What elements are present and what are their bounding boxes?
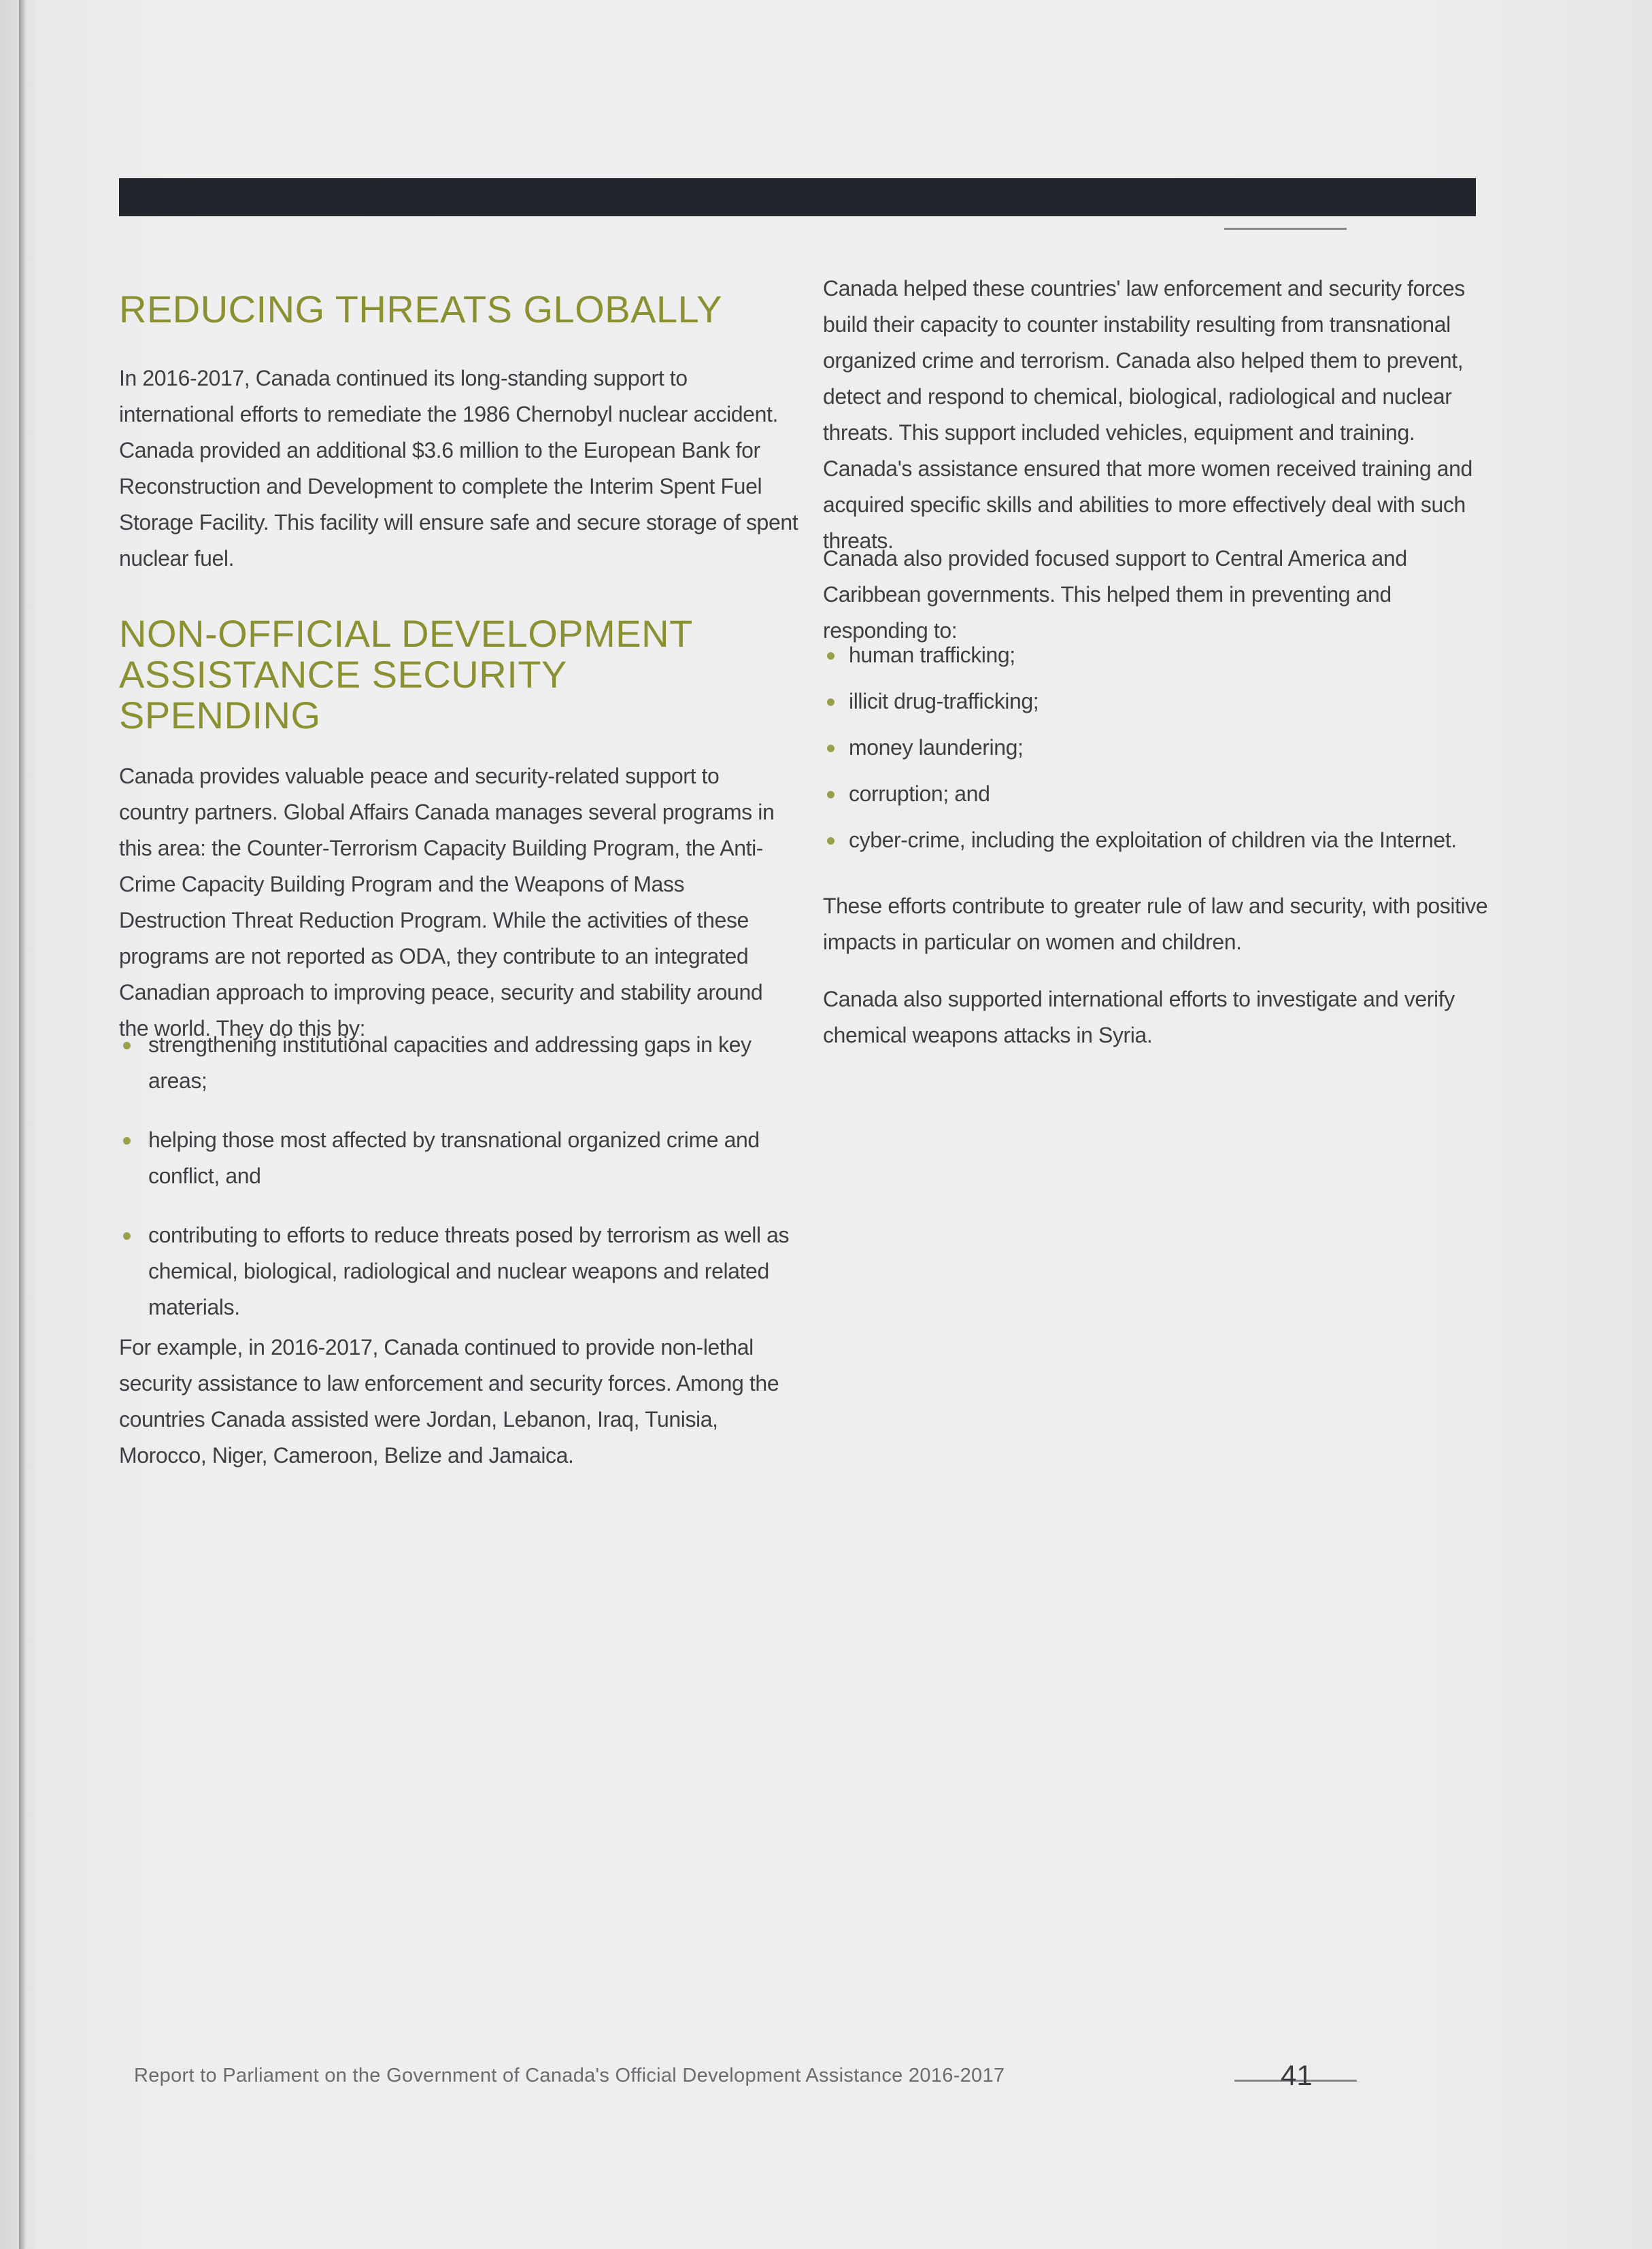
paragraph-central-america: Canada also provided focused support to Central America and Caribbean governments. This helped them in preventing and responding to:	[823, 546, 1407, 643]
bullet-dot-icon	[827, 837, 835, 845]
heading-line: NON-OFFICIAL DEVELOPMENT	[119, 612, 693, 655]
list-item	[119, 1122, 792, 1194]
bullet-dot-icon	[827, 698, 835, 706]
paragraph-syria: Canada also supported international efforts to investigate and verify chemical weapons attacks in Syria.	[823, 987, 1455, 1047]
header-bar	[119, 178, 1476, 216]
list-item-text: illicit drug-trafficking;	[849, 689, 1039, 713]
page-binding-edge	[19, 0, 26, 2249]
list-item	[119, 1217, 792, 1325]
list-item	[823, 683, 1496, 720]
heading-line: SPENDING	[119, 694, 321, 737]
paragraph-security-programs: Canada provides valuable peace and security-related support to country partners. Global Affairs Canada manages several programs in this area: the Counter-Terrorism Capacity Building Program, the Anti-Crime Capacity Building Program and the Weapons of Mass Destruction Threat Reduction Program. While the activities of these programs are not reported as ODA, they contribute to an integrated Canadian approach to improving peace, security and stability around the world. They do this by:	[119, 764, 775, 1041]
list-item-text: corruption; and	[849, 781, 990, 806]
list-item	[823, 776, 1496, 812]
bullet-dot-icon	[827, 791, 835, 798]
list-item-text: contributing to efforts to reduce threats posed by terrorism as well as chemical, biological, radiological and nuclear weapons and related materials.	[148, 1223, 790, 1319]
heading-non-oda-security	[119, 613, 799, 736]
bullet-dot-icon	[827, 652, 835, 660]
bullet-dot-icon	[123, 1137, 131, 1145]
top-rule	[1224, 228, 1347, 230]
list-item-text: strengthening institutional capacities and addressing gaps in key areas;	[148, 1032, 752, 1093]
list-item-text: human trafficking;	[849, 643, 1015, 667]
paragraph-rule-of-law: These efforts contribute to greater rule of law and security, with positive impacts in particular on women and children.	[823, 894, 1488, 954]
list-item	[823, 730, 1496, 766]
list-item	[823, 822, 1496, 858]
bullet-list-right	[823, 637, 1496, 868]
bullet-dot-icon	[827, 745, 835, 752]
paragraph-chernobyl: In 2016-2017, Canada continued its long-standing support to international efforts to remediate the 1986 Chernobyl nuclear accident. Canada provided an additional $3.6 million to the European Bank for Reconstruction and Development to complete the Interim Spent Fuel Storage Facility. This facility will ensure safe and secure storage of spent nuclear fuel.	[119, 366, 798, 571]
bullet-list-left	[119, 1027, 792, 1349]
list-item-text: cyber-crime, including the exploitation of children via the Internet.	[849, 828, 1457, 852]
list-item-text: money laundering;	[849, 735, 1024, 760]
page-number: 41	[1281, 2059, 1313, 2091]
heading-reducing-threats: REDUCING THREATS GLOBALLY	[119, 288, 722, 331]
list-item	[823, 637, 1496, 673]
paragraph-example-countries: For example, in 2016-2017, Canada continued to provide non-lethal security assistance to law enforcement and security forces. Among the countries Canada assisted were Jordan, Lebanon, Iraq, Tunisia, Morocco, Niger, Cameroon, Belize and Jamaica.	[119, 1335, 779, 1468]
bullet-dot-icon	[123, 1232, 131, 1240]
paragraph-capacity-building: Canada helped these countries' law enforcement and security forces build their capacity to counter instability resulting from transnational organized crime and terrorism. Canada also helped them to prevent, detect and respond to chemical, biological, radiological and nuclear threats. This support included vehicles, equipment and training. Canada's assistance ensured that more women received training and acquired specific skills and abilities to more effectively deal with such threats.	[823, 276, 1472, 553]
list-item-text: helping those most affected by transnational organized crime and conflict, and	[148, 1128, 760, 1188]
list-item	[119, 1027, 792, 1099]
footer-report-title: Report to Parliament on the Government of Canada's Official Development Assistance 2016-2017	[134, 2065, 1005, 2086]
heading-line: ASSISTANCE SECURITY	[119, 653, 567, 696]
bullet-dot-icon	[123, 1042, 131, 1049]
